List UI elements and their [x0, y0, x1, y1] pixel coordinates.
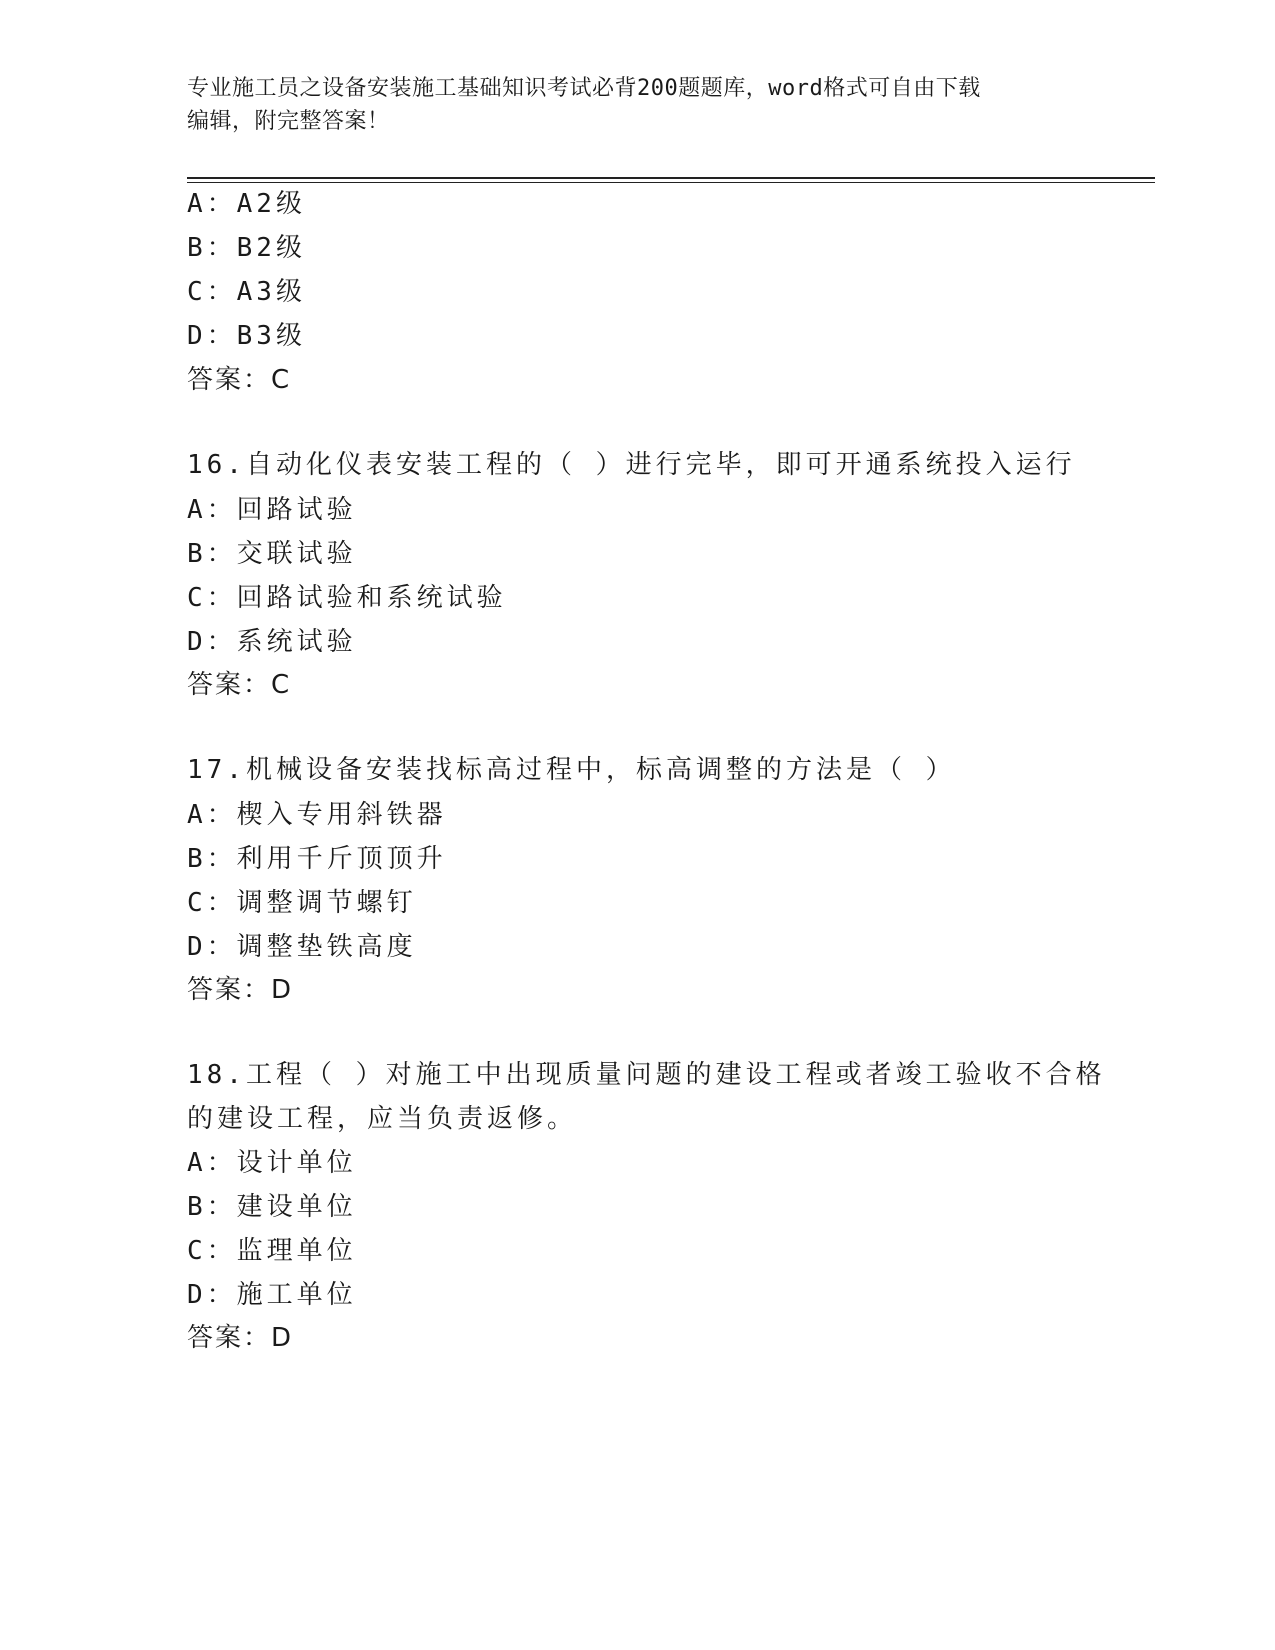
q18-option-a: A：设计单位 [187, 1148, 357, 1178]
q15-answer: 答案：C [187, 365, 292, 395]
q18-question-line-1: 18.工程（ ）对施工中出现质量问题的建设工程或者竣工验收不合格 [187, 1060, 1106, 1090]
q16-question: 16.自动化仪表安装工程的（ ）进行完毕，即可开通系统投入运行 [187, 450, 1076, 480]
q17-option-d: D：调整垫铁高度 [187, 932, 417, 962]
header-line-2: 编辑，附完整答案！ [187, 109, 390, 134]
header-rule-thick [187, 177, 1155, 179]
q16-answer: 答案：C [187, 670, 292, 700]
header-rule-thin [187, 182, 1155, 183]
q18-option-c: C：监理单位 [187, 1236, 357, 1266]
q15-option-d: D：B3级 [187, 321, 306, 351]
q16-option-d: D：系统试验 [187, 627, 357, 657]
q16-option-a: A：回路试验 [187, 495, 357, 525]
q17-option-c: C：调整调节螺钉 [187, 888, 417, 918]
q17-answer: 答案：D [187, 975, 294, 1005]
document-header [187, 72, 1087, 138]
q18-option-b: B：建设单位 [187, 1192, 357, 1222]
q15-option-a: A：A2级 [187, 189, 306, 219]
q17-question: 17.机械设备安装找标高过程中，标高调整的方法是（ ） [187, 755, 956, 785]
q15-option-c: C：A3级 [187, 277, 306, 307]
q17-option-b: B：利用千斤顶顶升 [187, 844, 447, 874]
q16-option-b: B：交联试验 [187, 539, 357, 569]
header-line-1: 专业施工员之设备安装施工基础知识考试必背200题题库，word格式可自由下载 [187, 76, 981, 101]
q15-option-b: B：B2级 [187, 233, 306, 263]
q18-answer: 答案：D [187, 1323, 294, 1353]
q17-option-a: A：楔入专用斜铁器 [187, 800, 447, 830]
q18-option-d: D：施工单位 [187, 1280, 357, 1310]
q18-question-line-2: 的建设工程，应当负责返修。 [187, 1104, 578, 1134]
q16-option-c: C：回路试验和系统试验 [187, 583, 507, 613]
